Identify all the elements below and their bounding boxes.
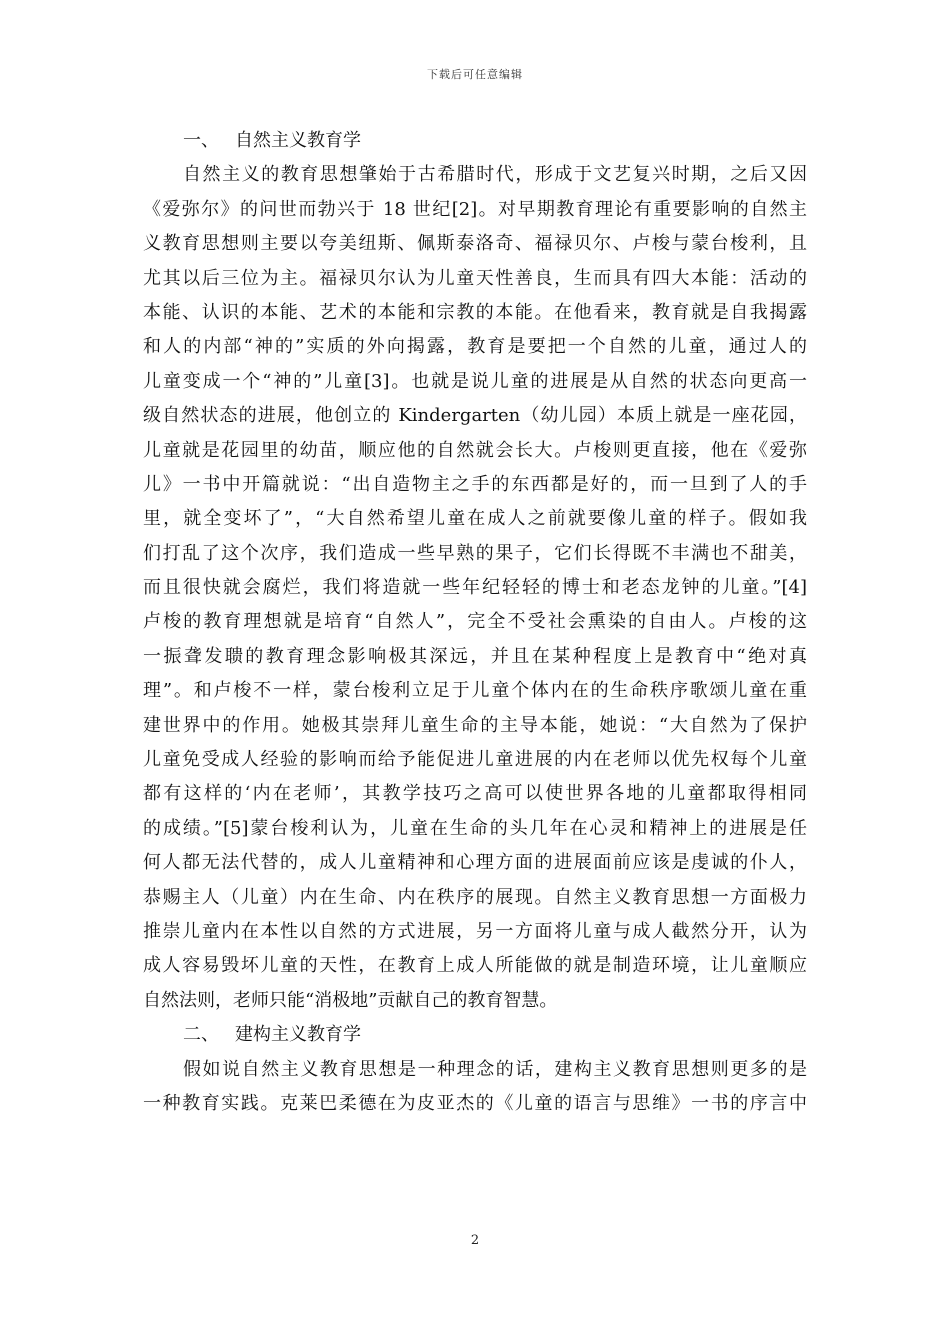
- paragraph-line: 尤其以后三位为主。福禄贝尔认为儿童天性善良，生而具有四大本能：活动的: [143, 267, 807, 289]
- paragraph-line: 本能、认识的本能、艺术的本能和宗教的本能。在他看来，教育就是自我揭露: [143, 301, 807, 323]
- paragraph-line: 《爱弥尔》的问世而勃兴于 18 世纪[2]。对早期教育理论有重要影响的自然主: [143, 198, 807, 220]
- header-note: 下载后可任意编辑: [427, 68, 523, 81]
- paragraph-line: 儿童变成一个“神的”儿童[3]。也就是说儿童的进展是从自然的状态向更高一: [143, 370, 807, 392]
- paragraph-line: 都有这样的‘内在老师’，其教学技巧之高可以使世界各地的儿童都取得相同: [143, 783, 807, 805]
- paragraph-line: 的成绩。”[5]蒙台梭利认为，儿童在生命的头几年在心灵和精神上的进展是任: [143, 817, 807, 839]
- paragraph-line: 卢梭的教育理想就是培育“自然人”，完全不受社会熏染的自由人。卢梭的这: [143, 611, 807, 633]
- section-1-paragraph: [143, 158, 807, 1018]
- section-2-paragraph: [143, 1053, 807, 1122]
- section-title-1: 自然主义教育学: [235, 130, 361, 151]
- paragraph-line: 和人的内部“神的”实质的外向揭露，教育是要把一个自然的儿童，通过人的: [143, 336, 807, 358]
- paragraph-line: 推崇儿童内在本性以自然的方式进展，另一方面将儿童与成人截然分开，认为: [143, 920, 807, 942]
- paragraph-line: 何人都无法代替的，成人儿童精神和心理方面的进展面前应该是虔诚的仆人，: [143, 852, 807, 874]
- paragraph-line: 自然法则，老师只能“消极地”贡献自己的教育智慧。: [143, 989, 558, 1011]
- paragraph-line: 理”。和卢梭不一样，蒙台梭利立足于儿童个体内在的生命秩序歌颂儿童在重: [143, 680, 807, 702]
- page-number: 2: [470, 1233, 480, 1248]
- paragraph-line: 成人容易毁坏儿童的天性，在教育上成人所能做的就是制造环境，让儿童顺应: [143, 955, 807, 977]
- paragraph-line: 一种教育实践。克莱巴柔德在为皮亚杰的《儿童的语言与思维》一书的序言中: [143, 1092, 807, 1114]
- paragraph-line: 级自然状态的进展，他创立的 Kindergarten（幼儿园）本质上就是一座花园，: [143, 405, 807, 427]
- paragraph-line: 一振聋发聩的教育理念影响极其深远，并且在某种程度上是教育中“绝对真: [143, 645, 807, 667]
- paragraph-line: 恭赐主人（儿童）内在生命、内在秩序的展现。自然主义教育思想一方面极力: [143, 886, 807, 908]
- paragraph-line: 儿童免受成人经验的影响而给予能促进儿童进展的内在老师以优先权每个儿童: [143, 749, 807, 771]
- document-body: [143, 124, 807, 1121]
- paragraph-line: 里，就全变坏了”，“大自然希望儿童在成人之前就要像儿童的样子。假如我: [143, 508, 807, 530]
- section-number-1: 一、: [183, 130, 219, 151]
- paragraph-line: 儿童就是花园里的幼苗，顺应他的自然就会长大。卢梭则更直接，他在《爱弥: [143, 439, 807, 461]
- paragraph-line: 而且很快就会腐烂，我们将造就一些年纪轻轻的博士和老态龙钟的儿童。”[4]: [143, 577, 807, 599]
- section-title-2: 建构主义教育学: [235, 1024, 361, 1046]
- paragraph-line: 们打乱了这个次序，我们造成一些早熟的果子，它们长得既不丰满也不甜美，: [143, 542, 807, 564]
- section-heading-1: [143, 124, 807, 158]
- section-heading-2: [143, 1018, 807, 1052]
- paragraph-line: 建世界中的作用。她极其崇拜儿童生命的主导本能，她说：“大自然为了保护: [143, 714, 807, 736]
- paragraph-line: 儿》一书中开篇就说：“出自造物主之手的东西都是好的，而一旦到了人的手: [143, 473, 807, 495]
- paragraph-line: 假如说自然主义教育思想是一种理念的话，建构主义教育思想则更多的是: [183, 1058, 807, 1080]
- paragraph-line: 自然主义的教育思想肇始于古希腊时代，形成于文艺复兴时期，之后又因: [183, 164, 807, 186]
- paragraph-line: 义教育思想则主要以夸美纽斯、佩斯泰洛奇、福禄贝尔、卢梭与蒙台梭利，且: [143, 233, 807, 255]
- section-number-2: 二、: [183, 1024, 219, 1046]
